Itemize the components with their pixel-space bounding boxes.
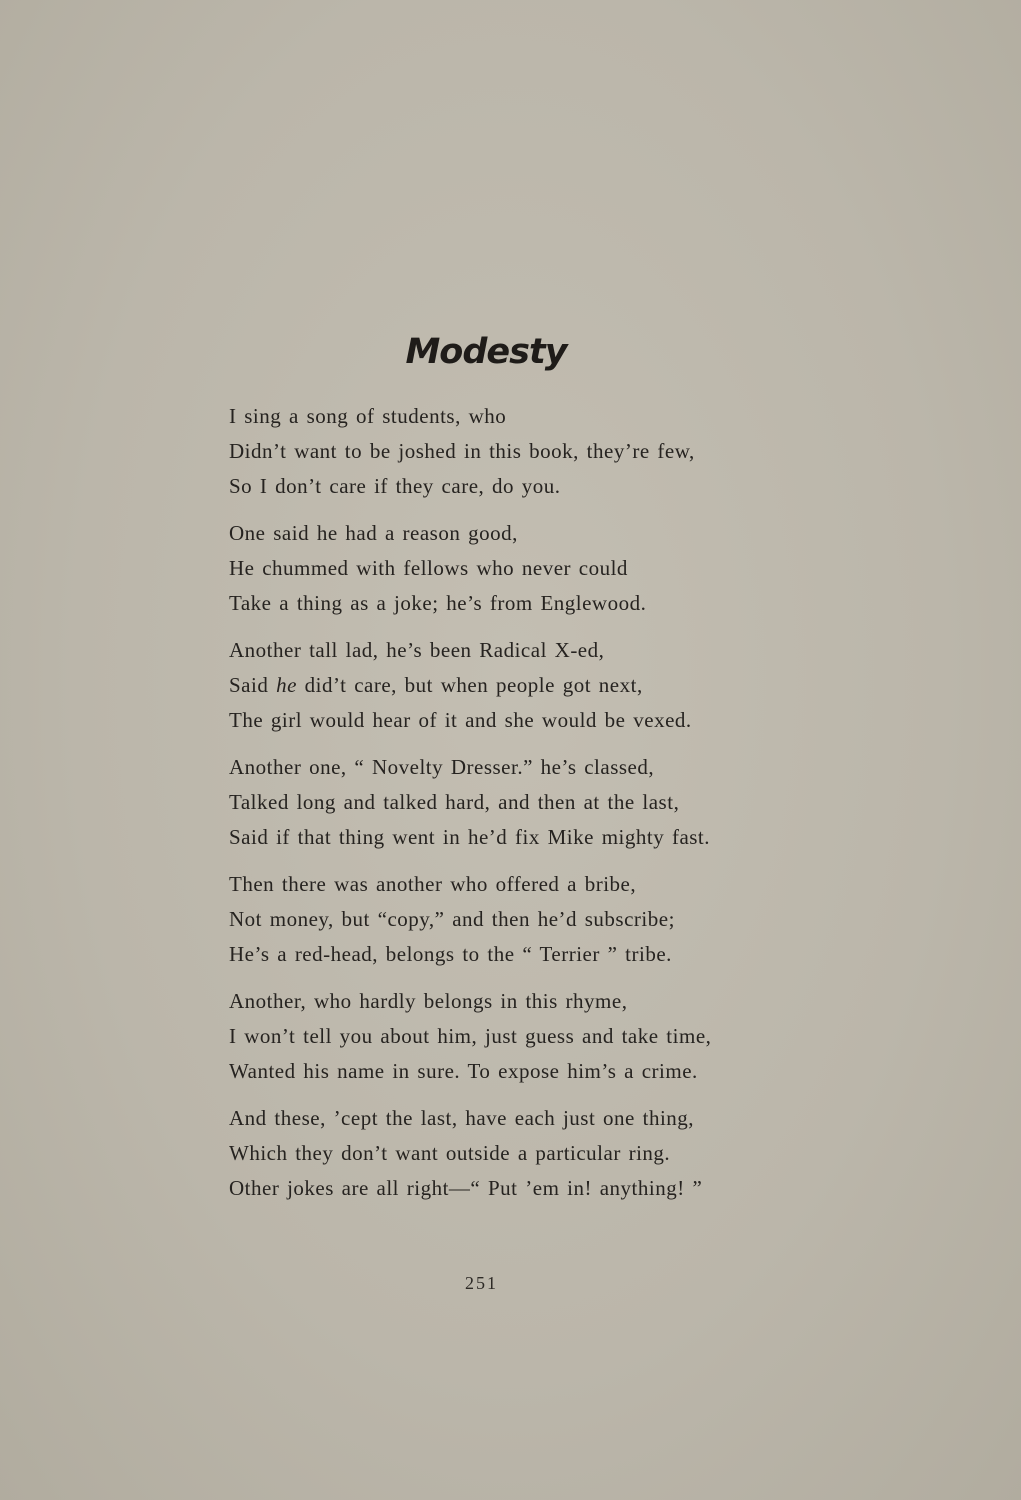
stanza bbox=[229, 984, 789, 1089]
poem-line: Another one, “ Novelty Dresser.” he’s classed, bbox=[229, 755, 655, 779]
line-text: did’t care, but when people got next, bbox=[296, 673, 643, 697]
poem-line: The girl would hear of it and she would be vexed. bbox=[229, 708, 692, 732]
poem-line: Didn’t want to be joshed in this book, they’re few, bbox=[229, 439, 695, 463]
poem-line: Another, who hardly belongs in this rhyme, bbox=[229, 989, 628, 1013]
stanza bbox=[229, 399, 789, 504]
poem-line: Talked long and talked hard, and then at the last, bbox=[229, 790, 680, 814]
stanza bbox=[229, 1101, 789, 1206]
poem-line: I sing a song of students, who bbox=[229, 404, 507, 428]
poem-title: Modesty bbox=[405, 332, 567, 372]
stanza bbox=[229, 750, 789, 855]
poem-line: One said he had a reason good, bbox=[229, 521, 518, 545]
stanza bbox=[229, 867, 789, 972]
poem-line: Take a thing as a joke; he’s from Englewood. bbox=[229, 591, 647, 615]
poem-line: He’s a red-head, belongs to the “ Terrier ” tribe. bbox=[229, 942, 672, 966]
poem-line bbox=[229, 668, 789, 703]
poem-line: Other jokes are all right—“ Put ’em in! anything! ” bbox=[229, 1176, 703, 1200]
poem-line: Then there was another who offered a bribe, bbox=[229, 872, 637, 896]
poem-line: Another tall lad, he’s been Radical X-ed, bbox=[229, 638, 605, 662]
stanza bbox=[229, 516, 789, 621]
poem-line: And these, ’cept the last, have each just one thing, bbox=[229, 1106, 695, 1130]
stanza bbox=[229, 633, 789, 738]
poem-line: I won’t tell you about him, just guess and take time, bbox=[229, 1024, 712, 1048]
line-text: Said bbox=[229, 673, 277, 697]
poem-line: Said if that thing went in he’d fix Mike mighty fast. bbox=[229, 825, 711, 849]
emphasized-word: he bbox=[276, 673, 297, 697]
poem-body bbox=[229, 399, 789, 1218]
poem-line: He chummed with fellows who never could bbox=[229, 556, 628, 580]
page-number: 251 bbox=[465, 1273, 498, 1293]
poem-line: Which they don’t want outside a particular ring. bbox=[229, 1141, 671, 1165]
poem-line: Not money, but “copy,” and then he’d subscribe; bbox=[229, 907, 675, 931]
poem-line: So I don’t care if they care, do you. bbox=[229, 474, 561, 498]
poem-line: Wanted his name in sure. To expose him’s a crime. bbox=[229, 1059, 698, 1083]
